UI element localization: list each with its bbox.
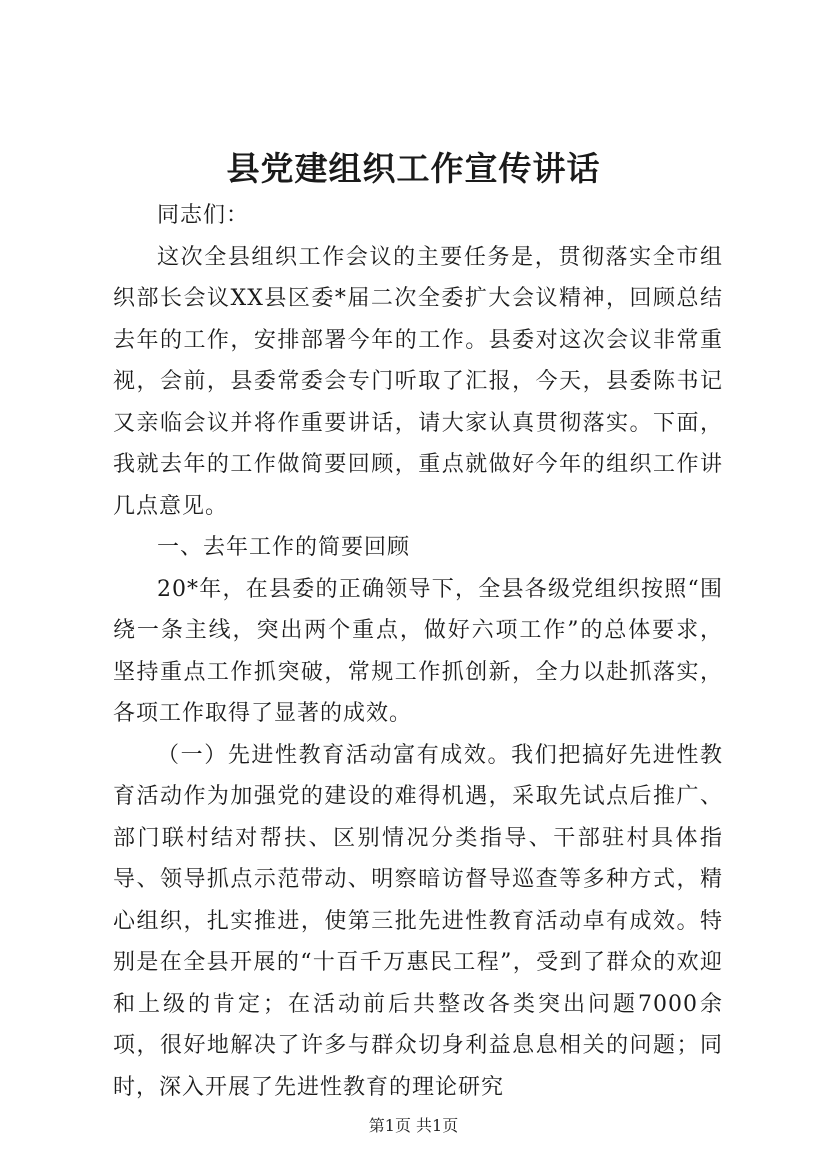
paragraph-item-1: （一）先进性教育活动富有成效。我们把搞好先进性教育活动作为加强党的建设的难得机遇，采取先试点后推广、部门联村结对帮扶、区别情况分类指导、干部驻村具体指导、领导抓点示范带动、明察暗访督导巡查等多种方式，精心组织，扎实推进，使第三批先进性教育活动卓有成效。特别是在全县开展的“十百千万惠民工程”，受到了群众的欢迎和上级的肯定；在活动前后共整改各类突出问题7000余项，很好地解决了许多与群众切身利益息息相关的问题；同时，深入开展了先进性教育的理论研究 <box>113 742 723 1100</box>
salutation: 同志们： <box>157 203 250 228</box>
paragraph-intro: 这次全县组织工作会议的主要任务是，贯彻落实全市组织部长会议XX县区委*届二次全委扩大会议精神，回顾总结去年的工作，安排部署今年的工作。县委对这次会议非常重视，会前，县委常委会专门听取了汇报，今天，县委陈书记又亲临会议并将作重要讲话，请大家认真贯彻落实。下面，我就去年的工作做简要回顾，重点就做好今年的组织工作讲几点意见。 <box>113 244 723 519</box>
paragraph-overview: 20*年，在县委的正确领导下，全县各级党组织按照“围绕一条主线，突出两个重点，做好六项工作”的总体要求，坚持重点工作抓突破，常规工作抓创新，全力以赴抓落实，各项工作取得了显著的成效。 <box>113 576 723 726</box>
document-title: 县党建组织工作宣传讲话 <box>226 149 601 188</box>
document-body <box>113 195 723 1108</box>
section-heading: 一、去年工作的简要回顾 <box>157 535 411 560</box>
page-footer: 第1页 共1页 <box>368 1116 459 1135</box>
